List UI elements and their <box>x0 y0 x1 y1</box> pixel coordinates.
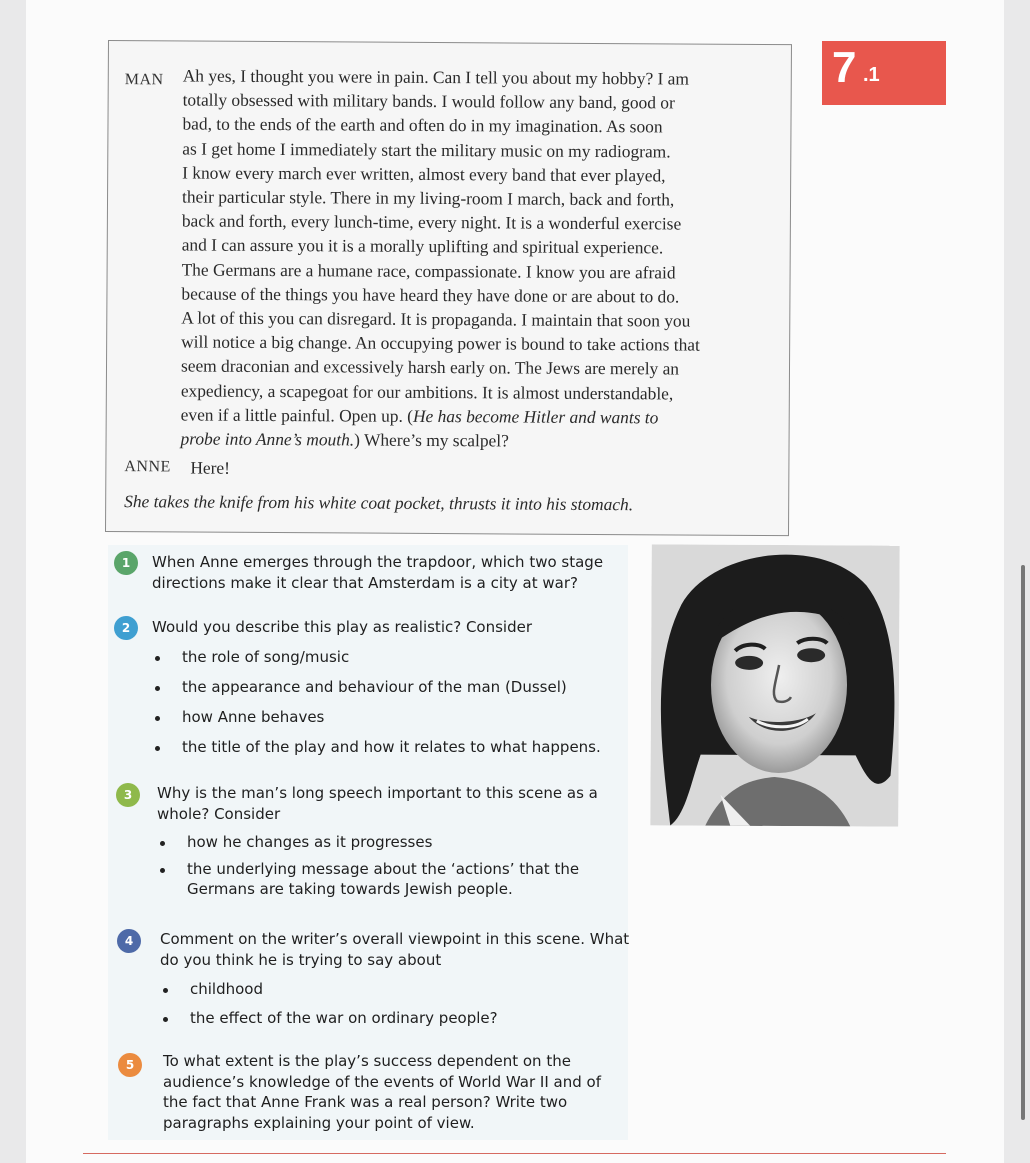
speech-line: back and forth, every lunch-time, every night. It is a wonderful exercise <box>181 210 682 234</box>
question-text: Comment on the writer’s overall viewpoint in this scene. What do you think he is trying to say about <box>160 930 630 969</box>
question-number-badge: 4 <box>117 929 141 953</box>
question-text: Why is the man’s long speech important to this scene as a whole? Consider <box>157 784 598 823</box>
speech-line: seem draconian and excessively harsh early on. The Jews are merely an <box>180 355 680 379</box>
speech-line: their particular style. There in my living-room I march, back and forth, <box>181 186 675 210</box>
man-speech <box>180 63 772 454</box>
speech-line: The Germans are a humane race, compassionate. I know you are afraid <box>181 259 676 283</box>
question-number-badge: 3 <box>116 783 140 807</box>
speech-text: even if a little painful. Open up. ( <box>180 404 414 426</box>
list-item: the role of song/music <box>152 647 622 668</box>
script-extract <box>105 40 792 536</box>
page-bottom-rule <box>83 1153 946 1154</box>
chapter-badge <box>822 41 946 105</box>
anne-frank-photo <box>650 544 899 826</box>
speaker-man: MAN <box>124 71 164 89</box>
question-number-badge: 1 <box>114 551 138 575</box>
inline-stage-direction: probe into Anne’s mouth. <box>180 428 355 450</box>
question-3 <box>157 783 627 900</box>
speech-line: because of the things you have heard they have done or are about to do. <box>181 283 680 307</box>
speech-line: Ah yes, I thought you were in pain. Can I tell you about my hobby? I am <box>182 65 690 89</box>
chapter-number: 7 <box>832 43 857 92</box>
list-item: the underlying message about the ‘actions’ that the Germans are taking towards Jewish people. <box>157 859 627 900</box>
list-item: how he changes as it progresses <box>157 832 627 853</box>
list-item: how Anne behaves <box>152 707 622 728</box>
bullet-list <box>160 979 630 1029</box>
question-2 <box>152 617 622 757</box>
bullet-list <box>152 647 622 758</box>
list-item: the appearance and behaviour of the man (Dussel) <box>152 677 622 698</box>
speech-line: I know every march ever written, almost every band that ever played, <box>182 162 666 186</box>
chapter-section: .1 <box>863 64 880 86</box>
list-item: the effect of the war on ordinary people? <box>160 1008 630 1029</box>
stage-direction: She takes the knife from his white coat pocket, thrusts it into his stomach. <box>124 491 634 515</box>
question-number-badge: 2 <box>114 616 138 640</box>
question-text: When Anne emerges through the trapdoor, which two stage directions make it clear that Amsterdam is a city at war? <box>152 553 604 592</box>
anne-reply: Here! <box>190 457 231 478</box>
speech-line: totally obsessed with military bands. I would follow any band, good or <box>182 89 675 113</box>
question-1 <box>152 552 622 593</box>
list-item: childhood <box>160 979 630 1000</box>
question-text: To what extent is the play’s success dependent on the audience’s knowledge of the events of World War II and of the fact that Anne Frank was a real person? Write two paragraphs explaining your point of view. <box>163 1052 601 1132</box>
speech-line: and I can assure you it is a morally uplifting and spiritual experience. <box>181 234 664 258</box>
question-text: Would you describe this play as realistic? Consider <box>152 618 533 636</box>
speech-line: will notice a big change. An occupying power is bound to take actions that <box>181 331 700 355</box>
speech-line: A lot of this you can disregard. It is propaganda. I maintain that soon you <box>181 307 691 331</box>
speech-line: expediency, a scapegoat for our ambitions. It is almost understandable, <box>180 380 674 404</box>
scrollbar[interactable] <box>1021 565 1025 1120</box>
bullet-list <box>157 832 627 900</box>
questions-panel <box>108 545 628 1140</box>
speech-text: ) Where’s my scalpel? <box>354 429 509 451</box>
question-number-badge: 5 <box>118 1053 142 1077</box>
inline-stage-direction: He has become Hitler and wants to <box>412 405 659 428</box>
speaker-anne: ANNE <box>124 458 171 476</box>
speech-line: as I get home I immediately start the military music on my radiogram. <box>182 138 671 162</box>
list-item: the title of the play and how it relates to what happens. <box>152 737 622 758</box>
speech-line: bad, to the ends of the earth and often do in my imagination. As soon <box>182 113 663 137</box>
question-4 <box>160 929 630 1029</box>
question-5 <box>163 1051 618 1133</box>
speech-line <box>180 426 770 454</box>
speech-line <box>181 402 771 430</box>
